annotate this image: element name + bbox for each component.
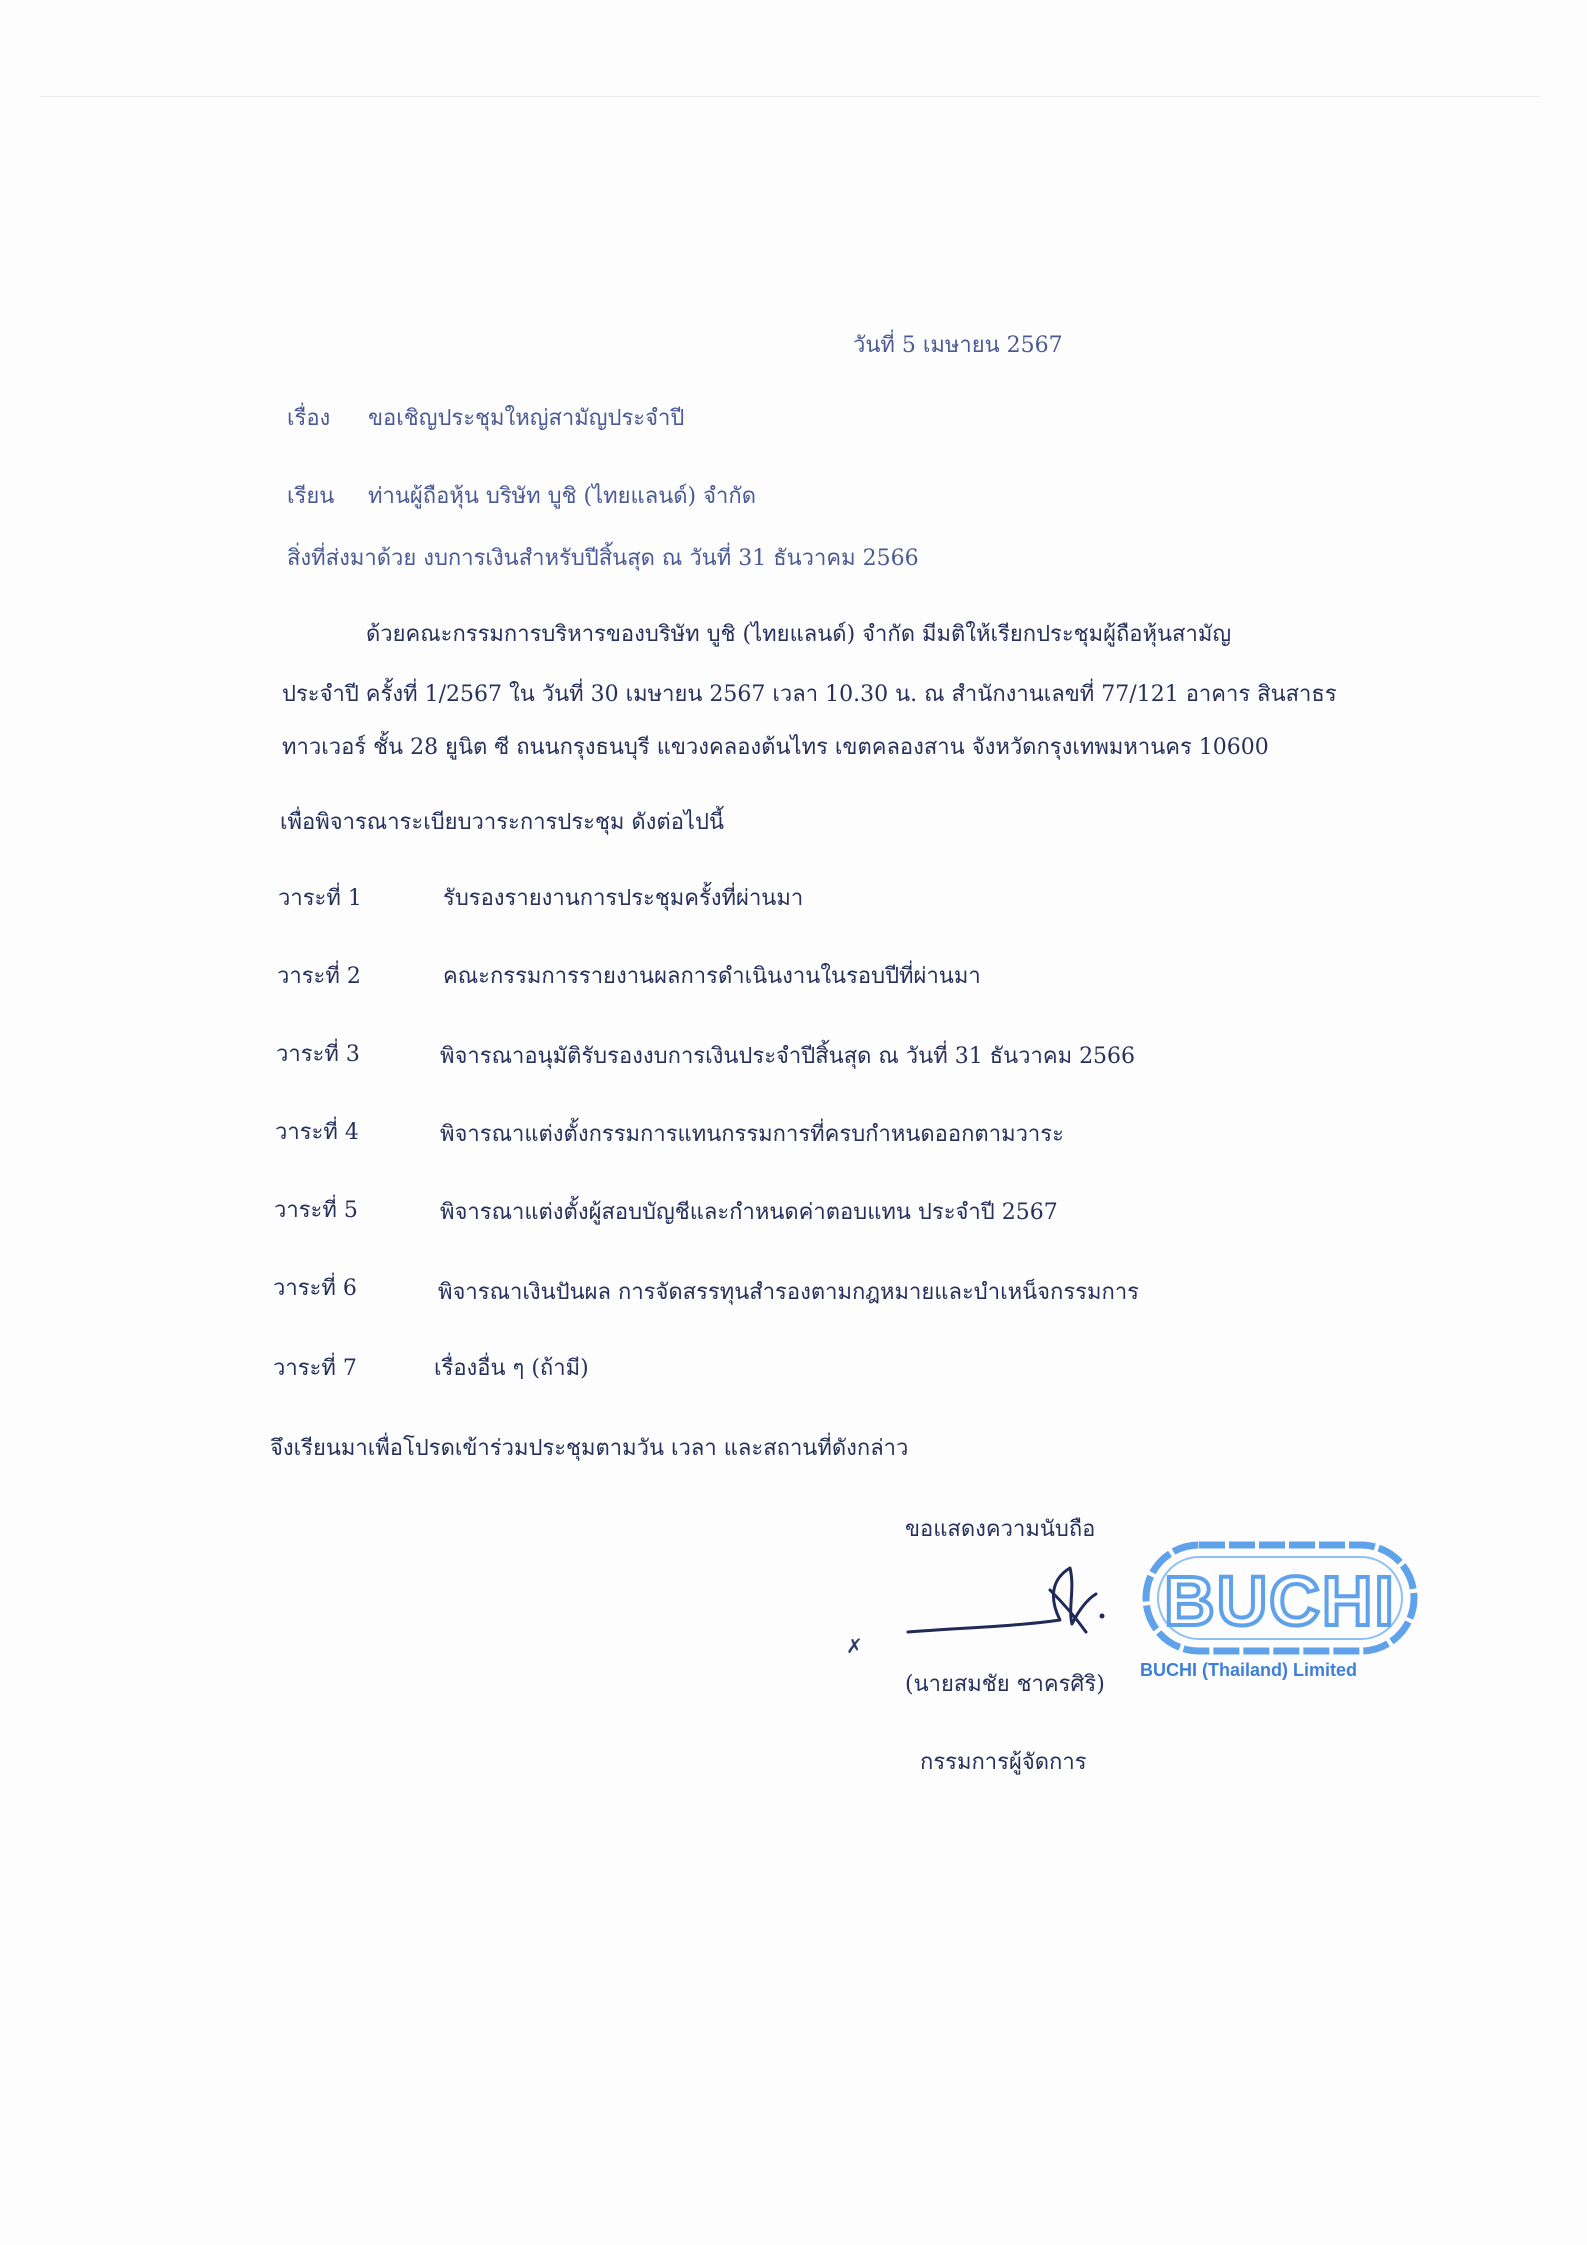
enclosure-text: สิ่งที่ส่งมาด้วย งบการเงินสำหรับปีสิ้นสุด ณ วันที่ 31 ธันวาคม 2566: [287, 546, 919, 571]
agenda-number-2: วาระที่ 2: [277, 964, 361, 989]
body-line-3: ทาวเวอร์ ชั้น 28 ยูนิต ซี ถนนกรุงธนบุรี แขวงคลองต้นไทร เขตคลองสาน จังหวัดกรุงเทพมหานคร 10600: [282, 735, 1269, 760]
regards-text: ขอแสดงความนับถือ: [905, 1517, 1096, 1542]
agenda-number-5: วาระที่ 5: [274, 1198, 358, 1223]
check-mark-icon: ✗: [846, 1634, 863, 1658]
to-text: ท่านผู้ถือหุ้น บริษัท บูชิ (ไทยแลนด์) จำกัด: [368, 484, 756, 509]
agenda-number-4: วาระที่ 4: [275, 1120, 359, 1145]
signer-name: (นายสมชัย ชาครศิริ): [905, 1672, 1105, 1697]
agenda-text-5: พิจารณาแต่งตั้งผู้สอบบัญชีและกำหนดค่าตอบแทน ประจำปี 2567: [440, 1200, 1058, 1225]
agenda-text-1: รับรองรายงานการประชุมครั้งที่ผ่านมา: [443, 886, 804, 911]
body-line-1: ด้วยคณะกรรมการบริหารของบริษัท บูชิ (ไทยแลนด์) จำกัด มีมติให้เรียกประชุมผู้ถือหุ้นสามัญ: [366, 622, 1232, 647]
agenda-number-3: วาระที่ 3: [276, 1042, 360, 1067]
agenda-number-6: วาระที่ 6: [273, 1276, 357, 1301]
page-top-rule: [40, 96, 1540, 97]
body-line-2: ประจำปี ครั้งที่ 1/2567 ใน วันที่ 30 เมษายน 2567 เวลา 10.30 น. ณ สำนักงานเลขที่ 77/121 อาคาร สินสาธร: [282, 682, 1337, 707]
to-label: เรียน: [287, 484, 335, 509]
agenda-text-2: คณะกรรมการรายงานผลการดำเนินงานในรอบปีที่ผ่านมา: [443, 964, 981, 989]
agenda-number-1: วาระที่ 1: [278, 886, 362, 911]
agenda-number-7: วาระที่ 7: [273, 1356, 357, 1381]
subject-label: เรื่อง: [287, 406, 331, 431]
agenda-text-3: พิจารณาอนุมัติรับรองงบการเงินประจำปีสิ้นสุด ณ วันที่ 31 ธันวาคม 2566: [440, 1044, 1136, 1069]
signer-title: กรรมการผู้จัดการ: [920, 1750, 1087, 1775]
signature-image: [900, 1560, 1130, 1670]
stamp-caption: BUCHI (Thailand) Limited: [1140, 1660, 1357, 1680]
stamp-logo-text: BUCHI: [1164, 1562, 1396, 1640]
agenda-text-4: พิจารณาแต่งตั้งกรรมการแทนกรรมการที่ครบกำหนดออกตามวาระ: [440, 1122, 1064, 1147]
subject-text: ขอเชิญประชุมใหญ่สามัญประจำปี: [368, 406, 685, 431]
agenda-text-6: พิจารณาเงินปันผล การจัดสรรทุนสำรองตามกฎหมายและบำเหน็จกรรมการ: [438, 1280, 1139, 1305]
agenda-text-7: เรื่องอื่น ๆ (ถ้ามี): [434, 1356, 589, 1381]
closing-text: จึงเรียนมาเพื่อโปรดเข้าร่วมประชุมตามวัน เวลา และสถานที่ดังกล่าว: [270, 1436, 909, 1461]
agenda-intro: เพื่อพิจารณาระเบียบวาระการประชุม ดังต่อไปนี้: [280, 810, 724, 835]
letter-date: วันที่ 5 เมษายน 2567: [853, 333, 1063, 358]
company-stamp-logo: [1140, 1535, 1420, 1665]
